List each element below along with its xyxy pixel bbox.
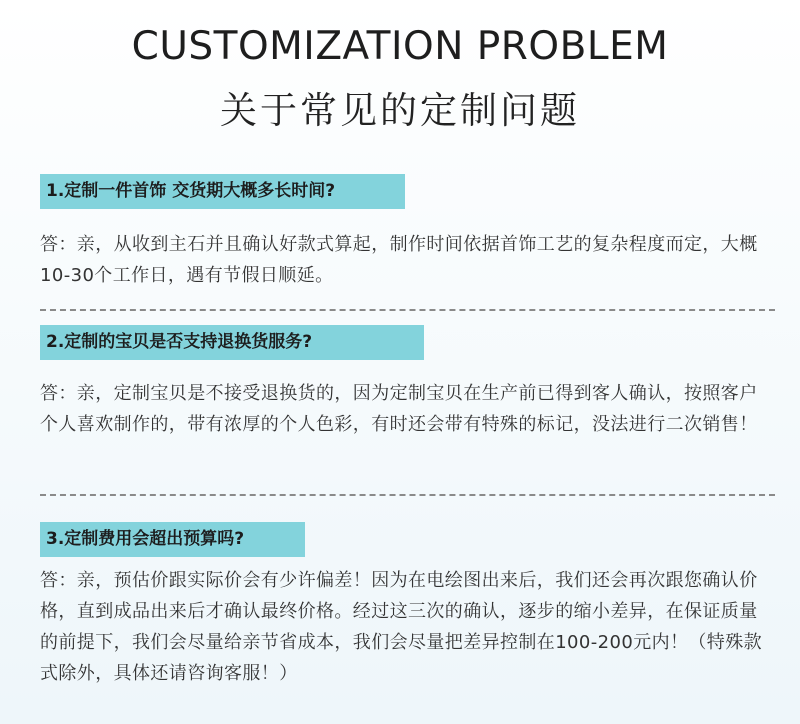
section-divider-2 (40, 494, 775, 496)
page-title-zh: 关于常见的定制问题 (220, 89, 580, 132)
faq-question-2: 2.定制的宝贝是否支持退换货服务? (40, 325, 424, 360)
faq-question-1: 1.定制一件首饰 交货期大概多长时间? (40, 174, 405, 209)
faq-answer-3: 答：亲，预估价跟实际价会有少许偏差！因为在电绘图出来后，我们还会再次跟您确认价格，直到成品出来后才确认最终价格。经过这三次的确认，逐步的缩小差异，在保证质量的前提下，我们会尽量给亲节省成本，我们会尽量把差异控制在100-200元内！（特殊款式除外，具体还请咨询客服！） (40, 570, 763, 684)
faq-question-3: 3.定制费用会超出预算吗? (40, 522, 305, 557)
faq-answer-2: 答：亲，定制宝贝是不接受退换货的，因为定制宝贝在生产前已得到客人确认，按照客户个人喜欢制作的，带有浓厚的个人色彩，有时还会带有特殊的标记，没法进行二次销售！ (40, 383, 758, 435)
section-divider-1 (40, 309, 775, 311)
faq-answer-1: 答：亲，从收到主石并且确认好款式算起，制作时间依据首饰工艺的复杂程度而定，大概10-30个工作日，遇有节假日顺延。 (40, 234, 758, 286)
page-title-en: CUSTOMIZATION PROBLEM (131, 24, 669, 69)
